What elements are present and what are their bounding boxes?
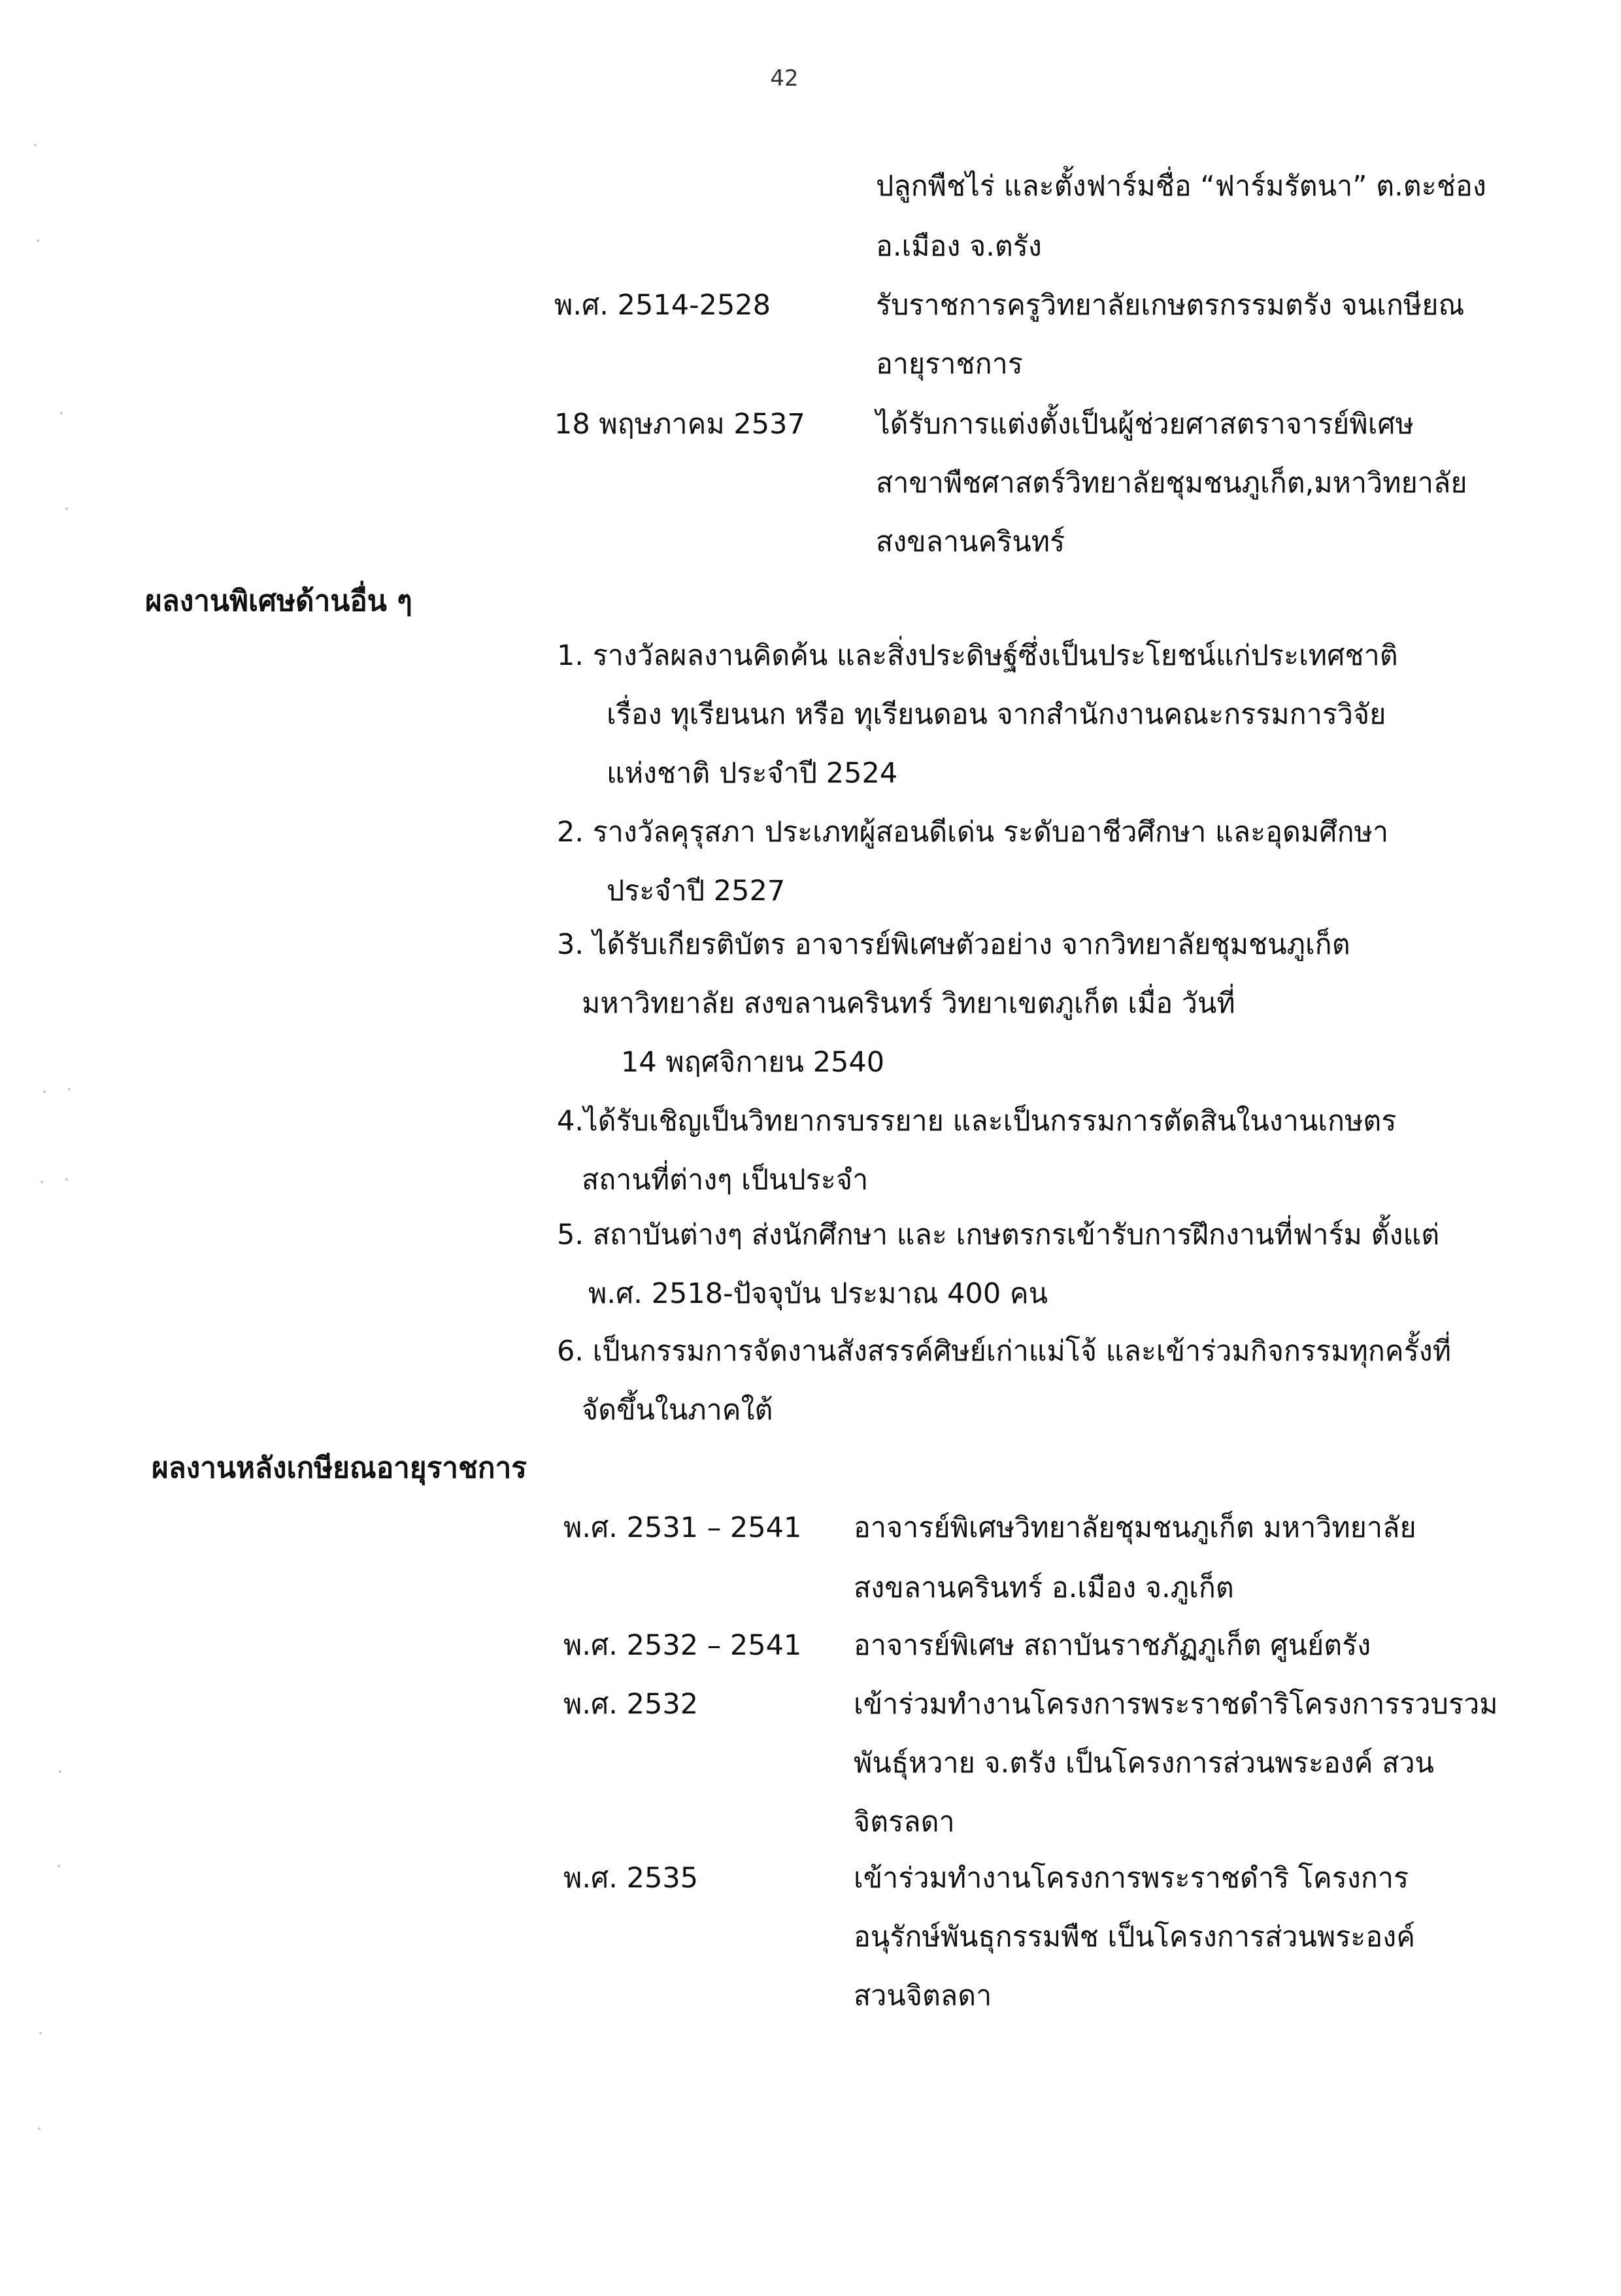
post-retirement-date-4: พ.ศ. 2535	[563, 1862, 699, 1895]
entry-date-2514: พ.ศ. 2514-2528	[554, 289, 771, 322]
scan-mark	[65, 1178, 68, 1181]
scan-mark	[59, 1770, 61, 1773]
section-heading-special-works: ผลงานพิเศษด้านอื่น ๆ	[145, 584, 412, 618]
list-item-5-line-2: พ.ศ. 2518-ปัจจุบัน ประมาณ 400 คน	[588, 1277, 1048, 1310]
scan-mark	[58, 1865, 60, 1867]
entry-text-line-2: สาขาพืชศาสตร์วิทยาลัยชุมชนภูเก็ต,มหาวิทยาลัย	[876, 467, 1467, 499]
scan-mark	[43, 1090, 46, 1093]
post-retirement-date-2: พ.ศ. 2532 – 2541	[563, 1629, 802, 1662]
list-item-1-line-3: แห่งชาติ ประจำปี 2524	[607, 757, 898, 790]
entry-text-line-3: สงขลานครินทร์	[876, 526, 1065, 558]
post-retirement-date-3: พ.ศ. 2532	[563, 1688, 699, 1721]
list-item-3-line-3: 14 พฤศจิกายน 2540	[621, 1046, 885, 1079]
list-item-6-line-1: 6. เป็นกรรมการจัดงานสังสรรค์ศิษย์เก่าแม่โจ้ และเข้าร่วมกิจกรรมทุกครั้งที่	[557, 1335, 1452, 1368]
list-item-2-line-2: ประจำปี 2527	[607, 875, 786, 907]
scan-mark	[60, 412, 63, 414]
farm-continuation-line-1: ปลูกพืชไร่ และตั้งฟาร์มชื่อ “ฟาร์มรัตนา” ต.ตะช่อง	[876, 170, 1486, 203]
list-item-1-line-1: 1. รางวัลผลงานคิดค้น และสิ่งประดิษฐ์ซึ่งเป็นประโยชน์แก่ประเทศชาติ	[557, 639, 1398, 672]
scan-mark	[41, 1181, 43, 1183]
list-item-4-line-1: 4.ได้รับเชิญเป็นวิทยากรบรรยาย และเป็นกรรมการตัดสินในงานเกษตร	[557, 1105, 1397, 1138]
entry-text-line-2: อายุราชการ	[876, 348, 1023, 380]
scan-mark	[37, 239, 39, 242]
section-heading-post-retirement: ผลงานหลังเกษียณอายุราชการ	[152, 1451, 527, 1485]
farm-continuation-line-2: อ.เมือง จ.ตรัง	[876, 230, 1042, 263]
page-number: 42	[770, 65, 799, 92]
post-retirement-text-2-line-1: อาจารย์พิเศษ สถาบันราชภัฏภูเก็ต ศูนย์ตรัง	[854, 1629, 1371, 1662]
list-item-6-line-2: จัดขึ้นในภาคใต้	[582, 1394, 773, 1427]
scan-mark	[38, 2127, 41, 2130]
post-retirement-date-1: พ.ศ. 2531 – 2541	[563, 1511, 802, 1544]
post-retirement-text-1-line-2: สงขลานครินทร์ อ.เมือง จ.ภูเก็ต	[854, 1572, 1234, 1604]
entry-date-2537: 18 พฤษภาคม 2537	[554, 408, 805, 441]
list-item-4-line-2: สถานที่ต่างๆ เป็นประจำ	[582, 1164, 869, 1196]
scan-mark	[68, 1088, 71, 1090]
post-retirement-text-3-line-2: พันธุ์หวาย จ.ตรัง เป็นโครงการส่วนพระองค์ สวน	[854, 1747, 1435, 1780]
scan-mark	[39, 2032, 42, 2034]
list-item-3-line-1: 3. ได้รับเกียรติบัตร อาจารย์พิเศษตัวอย่าง จากวิทยาลัยชุมชนภูเก็ต	[557, 928, 1350, 961]
post-retirement-text-4-line-1: เข้าร่วมทำงานโครงการพระราชดำริ โครงการ	[854, 1862, 1409, 1895]
scan-mark	[65, 507, 68, 510]
scan-mark	[34, 144, 37, 146]
list-item-2-line-1: 2. รางวัลคุรุสภา ประเภทผู้สอนดีเด่น ระดับอาชีวศึกษา และอุดมศึกษา	[557, 816, 1389, 849]
list-item-1-line-2: เรื่อง ทุเรียนนก หรือ ทุเรียนดอน จากสำนักงานคณะกรรมการวิจัย	[607, 698, 1386, 731]
post-retirement-text-3-line-1: เข้าร่วมทำงานโครงการพระราชดำริโครงการรวบรวม	[854, 1688, 1498, 1721]
list-item-3-line-2: มหาวิทยาลัย สงขลานครินทร์ วิทยาเขตภูเก็ต เมื่อ วันที่	[582, 987, 1235, 1020]
post-retirement-text-4-line-3: สวนจิตลดา	[854, 1980, 992, 2012]
post-retirement-text-1-line-1: อาจารย์พิเศษวิทยาลัยชุมชนภูเก็ต มหาวิทยาลัย	[854, 1511, 1416, 1544]
entry-text-line-1: ได้รับการแต่งตั้งเป็นผู้ช่วยศาสตราจารย์พิเศษ	[876, 408, 1414, 441]
entry-text-line-1: รับราชการครูวิทยาลัยเกษตรกรรมตรัง จนเกษียณ	[876, 289, 1465, 322]
post-retirement-text-4-line-2: อนุรักษ์พันธุกรรมพืช เป็นโครงการส่วนพระองค์	[854, 1921, 1415, 1953]
list-item-5-line-1: 5. สถาบันต่างๆ ส่งนักศึกษา และ เกษตรกรเข้ารับการฝึกงานที่ฟาร์ม ตั้งแต่	[557, 1219, 1440, 1251]
post-retirement-text-3-line-3: จิตรลดา	[854, 1806, 955, 1838]
